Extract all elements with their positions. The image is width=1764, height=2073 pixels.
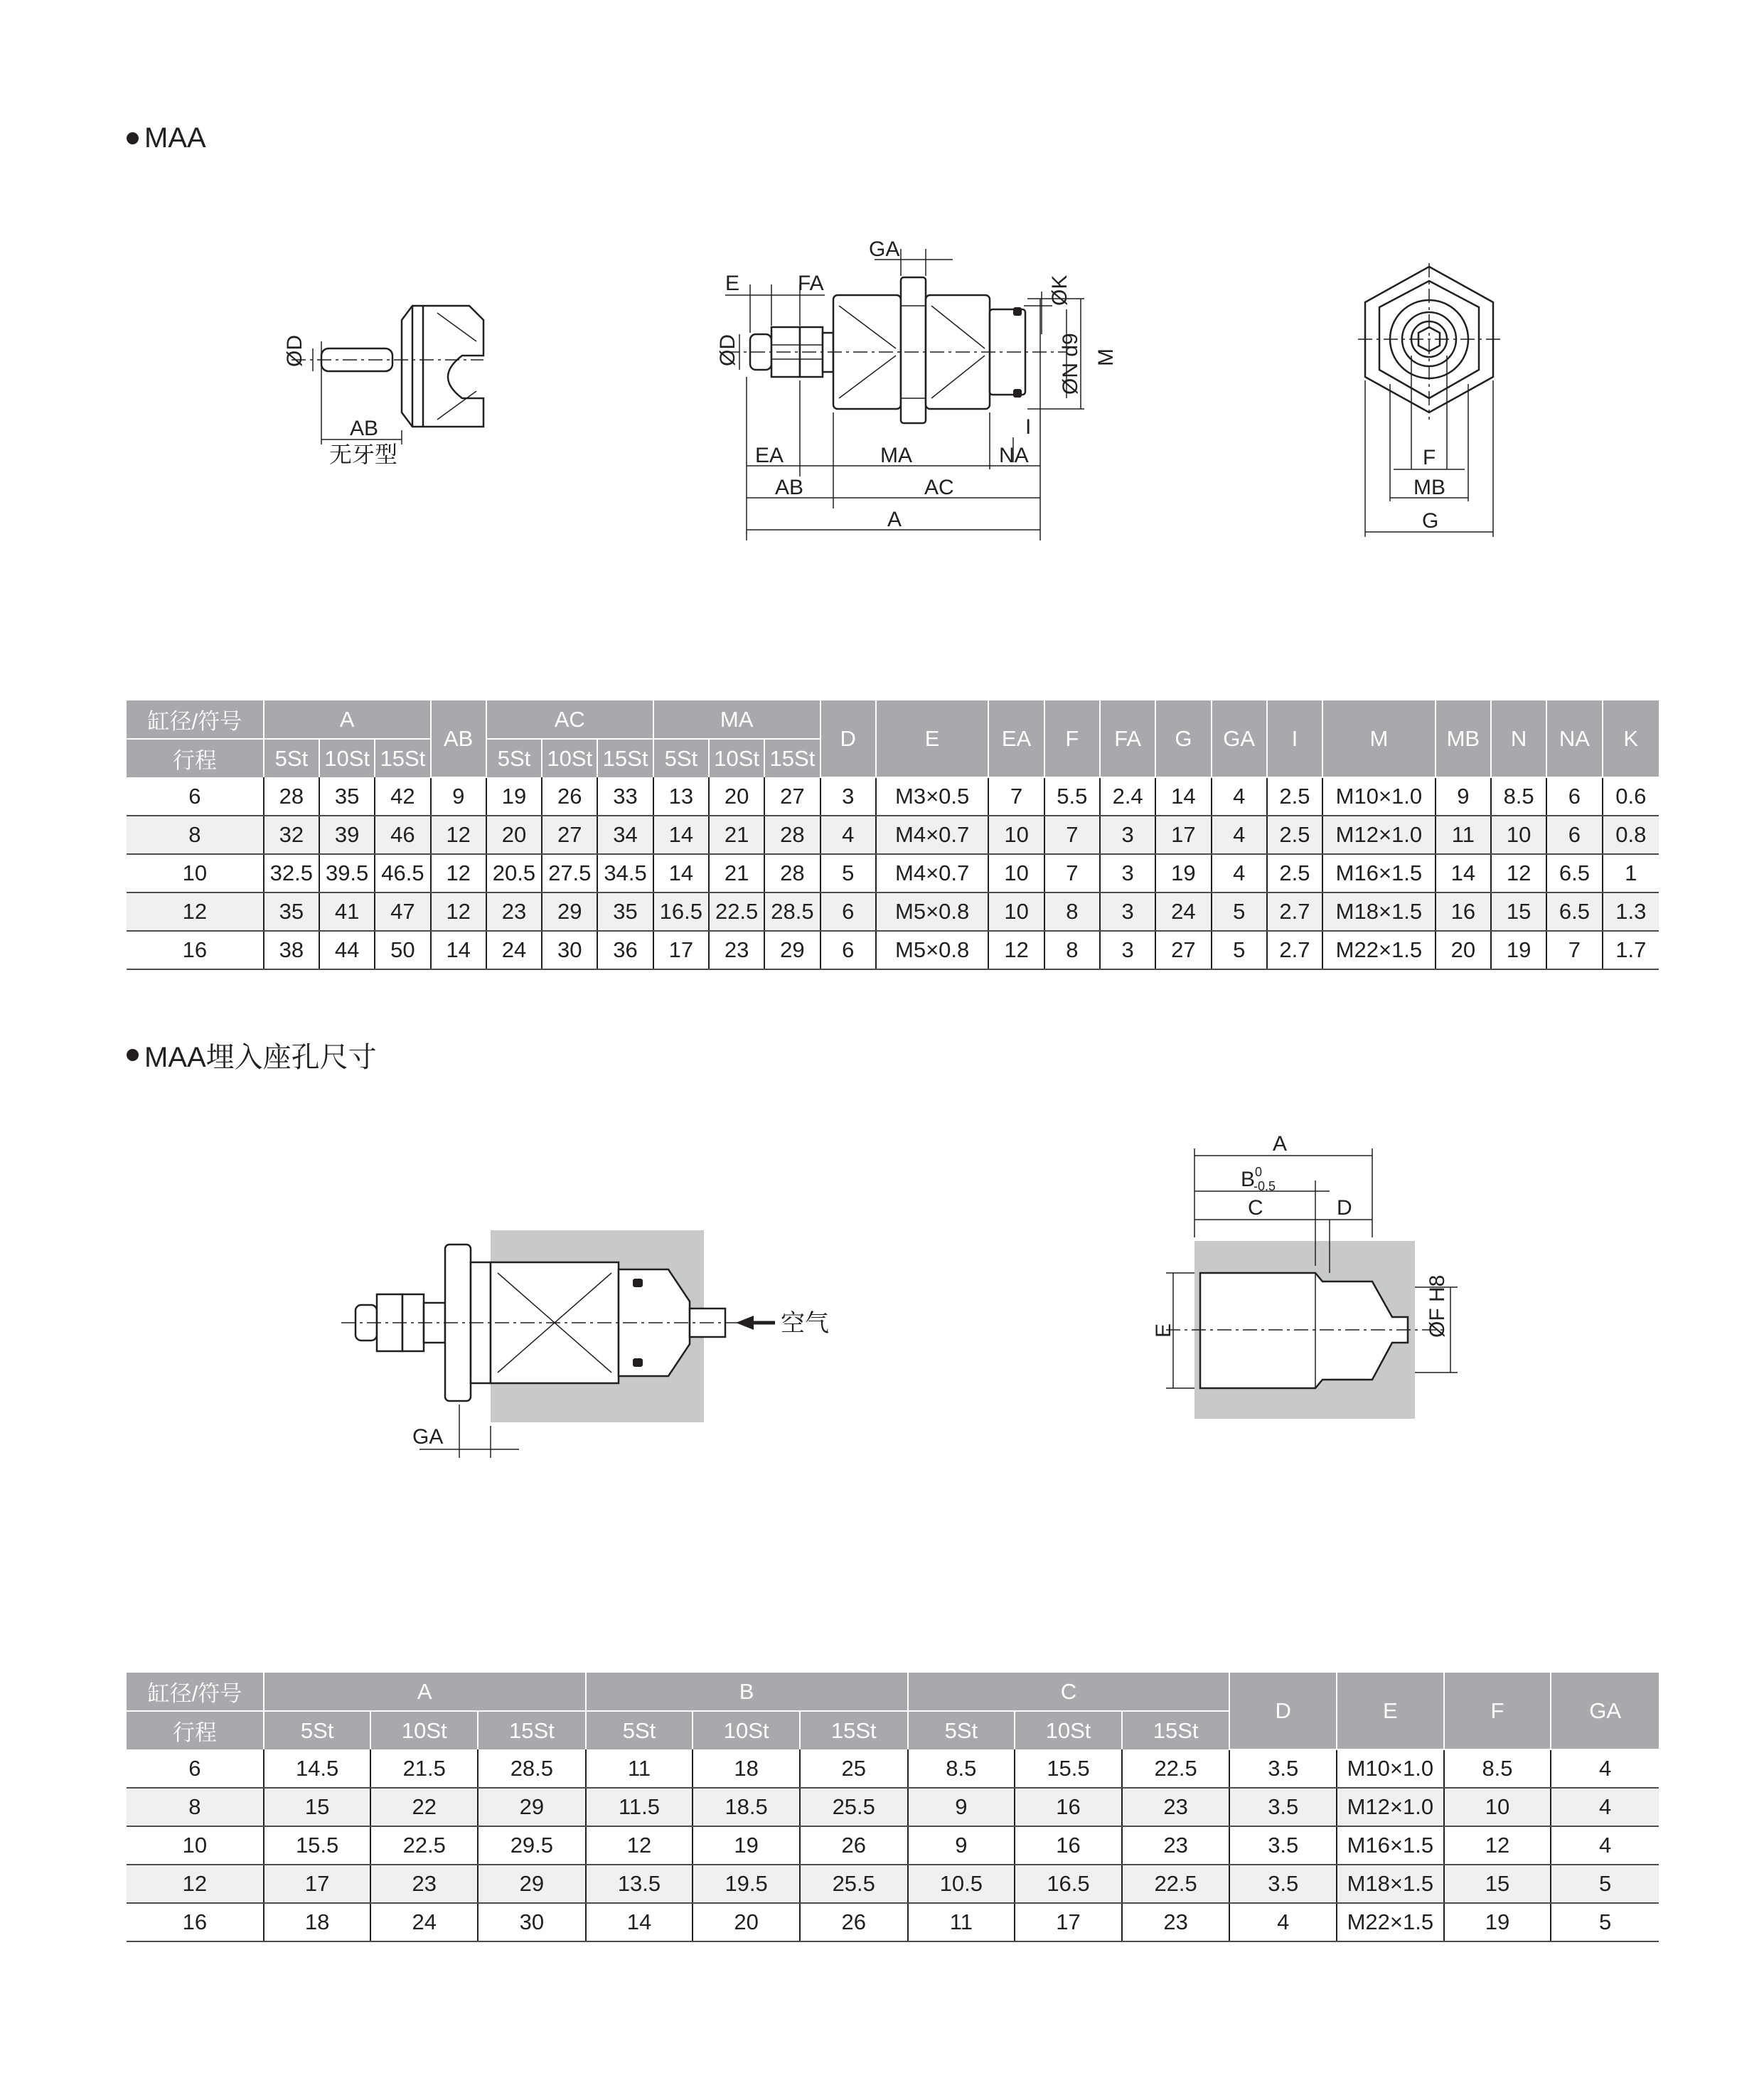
table-cell: 46.5: [375, 854, 430, 892]
table-cell: 2.5: [1267, 854, 1322, 892]
dim-label-fa: FA: [798, 272, 824, 295]
table-cell: 18: [693, 1749, 800, 1788]
header-sub: 15St: [597, 739, 653, 777]
table-cell: 4: [1212, 816, 1267, 854]
table-cell: 4: [1212, 854, 1267, 892]
table-cell: M10×1.0: [1322, 777, 1436, 816]
table-cell: M16×1.5: [1337, 1826, 1444, 1865]
dim-label-ab: AB: [775, 476, 804, 499]
table-cell: 28.5: [764, 892, 820, 931]
table-cell: 28: [764, 854, 820, 892]
drawing-end-view: [1337, 263, 1522, 548]
table-cell: 4: [1212, 777, 1267, 816]
table-cell: 10: [127, 854, 264, 892]
table-row: [127, 816, 1659, 854]
table-cell: 20: [693, 1903, 800, 1941]
drawing-port-section: [1138, 1131, 1479, 1429]
dim-label-b: [1241, 1165, 1276, 1193]
dim-label-a: A: [1273, 1132, 1288, 1156]
dim-label-c: C: [1248, 1196, 1263, 1220]
dim-label-d: ØD: [283, 335, 306, 367]
header-sub: 15St: [478, 1711, 586, 1749]
table-row: [127, 1788, 1659, 1826]
table-cell: 0.6: [1603, 777, 1659, 816]
drawing-no-thread-type: [270, 284, 498, 484]
table-cell: M22×1.5: [1322, 931, 1436, 969]
table-cell: M18×1.5: [1322, 892, 1436, 931]
table-cell: 14: [1155, 777, 1211, 816]
header-sub: 5St: [264, 739, 319, 777]
table-row: [127, 1865, 1659, 1903]
table-cell: 3: [1100, 854, 1155, 892]
table-cell: M4×0.7: [876, 816, 989, 854]
table-cell: 3.5: [1229, 1826, 1337, 1865]
table1-body: [127, 777, 1659, 969]
table2-body: [127, 1749, 1659, 1941]
table-cell: 50: [375, 931, 430, 969]
table-cell: 4: [1229, 1903, 1337, 1941]
table-cell: 3: [1100, 931, 1155, 969]
table-cell: 2.5: [1267, 816, 1322, 854]
dim-label-e: E: [725, 272, 740, 295]
header-sub: 10St: [709, 739, 764, 777]
table-cell: 14: [1436, 854, 1491, 892]
header-a: A: [264, 700, 431, 739]
table-cell: 8: [1044, 931, 1100, 969]
table-cell: 1.3: [1603, 892, 1659, 931]
table-cell: 44: [319, 931, 375, 969]
header-e: E: [876, 700, 989, 777]
table-cell: 10: [1491, 816, 1546, 854]
table-cell: 17: [264, 1865, 371, 1903]
table-cell: 30: [478, 1903, 586, 1941]
table-cell: 5: [1551, 1903, 1659, 1941]
table-cell: 33: [597, 777, 653, 816]
header-sub: 10St: [319, 739, 375, 777]
table-cell: 15: [1444, 1865, 1551, 1903]
table-cell: 4: [820, 816, 876, 854]
table-cell: 2.7: [1267, 892, 1322, 931]
header-d: D: [1229, 1673, 1337, 1749]
table-cell: 12: [1444, 1826, 1551, 1865]
table-cell: 25.5: [800, 1788, 908, 1826]
header-ma: MA: [653, 700, 820, 739]
table-cell: 27.5: [542, 854, 597, 892]
table-cell: 6: [1546, 816, 1602, 854]
header-sub: 10St: [1015, 1711, 1122, 1749]
dim-label-d: D: [1337, 1196, 1352, 1220]
table-cell: 3.5: [1229, 1788, 1337, 1826]
table-cell: 21.5: [370, 1749, 478, 1788]
header-sub: 15St: [764, 739, 820, 777]
table-cell: 19: [1155, 854, 1211, 892]
bullet-icon: [127, 1049, 139, 1061]
table-cell: 15: [264, 1788, 371, 1826]
table-cell: 6.5: [1546, 854, 1602, 892]
header-stroke: 行程: [127, 1711, 264, 1749]
header-d: D: [820, 700, 876, 777]
table-cell: 8: [127, 816, 264, 854]
table-cell: 14: [653, 854, 709, 892]
table-row: [127, 1826, 1659, 1865]
table-row: [127, 854, 1659, 892]
table-cell: 12: [988, 931, 1044, 969]
table-cell: 3: [820, 777, 876, 816]
table-cell: 15: [1491, 892, 1546, 931]
table-cell: M5×0.8: [876, 892, 989, 931]
dim-label-d: ØD: [716, 334, 739, 366]
table-cell: 20: [1436, 931, 1491, 969]
dim-label-na: NA: [999, 444, 1029, 467]
header-i: I: [1267, 700, 1322, 777]
header-na: NA: [1546, 700, 1602, 777]
table-cell: 24: [370, 1903, 478, 1941]
table-cell: 10: [988, 892, 1044, 931]
table-cell: 11: [586, 1749, 693, 1788]
header-sub: 5St: [486, 739, 542, 777]
header-sub: 5St: [586, 1711, 693, 1749]
table-cell: 21: [709, 816, 764, 854]
header-sub: 5St: [908, 1711, 1015, 1749]
table-cell: 34.5: [597, 854, 653, 892]
header-ac: AC: [486, 700, 653, 739]
table-cell: M12×1.0: [1322, 816, 1436, 854]
table-cell: 36: [597, 931, 653, 969]
table-cell: 12: [127, 1865, 264, 1903]
table-cell: 29: [542, 892, 597, 931]
table-cell: 28.5: [478, 1749, 586, 1788]
header-ga: GA: [1551, 1673, 1659, 1749]
header-ab: AB: [431, 700, 486, 777]
dim-label-ma: MA: [880, 444, 912, 467]
table-cell: 6: [127, 777, 264, 816]
table-cell: 13: [653, 777, 709, 816]
dim-label-ab: AB: [350, 417, 379, 440]
header-mb: MB: [1436, 700, 1491, 777]
dim-label-ac: AC: [924, 476, 954, 499]
dim-label-mb: MB: [1413, 476, 1445, 499]
section-title-maa: [127, 122, 206, 154]
table-cell: 23: [486, 892, 542, 931]
header-bore-symbol: 缸径/符号: [127, 700, 264, 739]
table-cell: 10: [127, 1826, 264, 1865]
table-cell: M22×1.5: [1337, 1903, 1444, 1941]
section-title-text: MAA: [144, 122, 206, 154]
table-cell: 5: [1212, 931, 1267, 969]
table-cell: 25.5: [800, 1865, 908, 1903]
dim-label-f: F: [1423, 446, 1436, 469]
table-cell: 5: [1551, 1865, 1659, 1903]
dim-label-ga: GA: [869, 238, 900, 261]
table-cell: 12: [431, 854, 486, 892]
table-cell: 9: [908, 1826, 1015, 1865]
table-cell: 3: [1100, 892, 1155, 931]
table-cell: 8: [127, 1788, 264, 1826]
table-cell: 23: [709, 931, 764, 969]
table-cell: 24: [1155, 892, 1211, 931]
table-cell: 38: [264, 931, 319, 969]
table-cell: 20: [486, 816, 542, 854]
table-cell: 19.5: [693, 1865, 800, 1903]
table-cell: 10: [1444, 1788, 1551, 1826]
table-cell: 17: [1155, 816, 1211, 854]
table-cell: 22.5: [1122, 1865, 1230, 1903]
table-cell: 26: [800, 1903, 908, 1941]
table-cell: 8.5: [1491, 777, 1546, 816]
note-no-thread: 无牙型: [329, 442, 398, 467]
header-bore-symbol: 缸径/符号: [127, 1673, 264, 1711]
table-cell: 10: [988, 816, 1044, 854]
table-cell: 7: [1044, 816, 1100, 854]
table-cell: 32: [264, 816, 319, 854]
dim-label-b-main: B: [1241, 1168, 1256, 1191]
table-cell: 4: [1551, 1788, 1659, 1826]
table-cell: 5: [820, 854, 876, 892]
table-cell: 2.7: [1267, 931, 1322, 969]
table-cell: 0.8: [1603, 816, 1659, 854]
table-cell: 17: [653, 931, 709, 969]
header-a: A: [264, 1673, 586, 1711]
header-k: K: [1603, 700, 1659, 777]
table-cell: 2.4: [1100, 777, 1155, 816]
table-cell: 6: [127, 1749, 264, 1788]
table-cell: 12: [1491, 854, 1546, 892]
table-cell: 30: [542, 931, 597, 969]
table-cell: 32.5: [264, 854, 319, 892]
dim-label-a: A: [887, 508, 902, 531]
table-cell: 19: [1491, 931, 1546, 969]
bullet-icon: [127, 132, 139, 144]
table-cell: 3: [1100, 816, 1155, 854]
table-cell: 23: [1122, 1903, 1230, 1941]
table-cell: 28: [764, 816, 820, 854]
table-cell: 27: [542, 816, 597, 854]
header-sub: 10St: [542, 739, 597, 777]
table-cell: 1.7: [1603, 931, 1659, 969]
header-n: N: [1491, 700, 1546, 777]
table-cell: 11: [1436, 816, 1491, 854]
table-cell: 6: [820, 892, 876, 931]
table-cell: 22.5: [370, 1826, 478, 1865]
table-cell: 16: [1015, 1826, 1122, 1865]
embed-hole-table: [127, 1673, 1659, 1942]
table-cell: 27: [1155, 931, 1211, 969]
header-fa: FA: [1100, 700, 1155, 777]
table-cell: 6.5: [1546, 892, 1602, 931]
table-row: [127, 892, 1659, 931]
table-cell: M12×1.0: [1337, 1788, 1444, 1826]
table-cell: 14: [431, 931, 486, 969]
dim-label-b-sub: -0.5: [1253, 1179, 1276, 1193]
header-sub: 15St: [375, 739, 430, 777]
maa-dimension-table: [127, 700, 1659, 970]
table-cell: 13.5: [586, 1865, 693, 1903]
drawing-main-assembly: [697, 228, 1166, 548]
table-cell: 4: [1551, 1749, 1659, 1788]
header-m: M: [1322, 700, 1436, 777]
table-cell: 26: [800, 1826, 908, 1865]
dim-label-ea: EA: [755, 444, 784, 467]
table-cell: 17: [1015, 1903, 1122, 1941]
table-cell: 41: [319, 892, 375, 931]
table-cell: 18.5: [693, 1788, 800, 1826]
table-cell: 6: [1546, 777, 1602, 816]
table-cell: 12: [431, 892, 486, 931]
header-c: C: [908, 1673, 1230, 1711]
header-sub: 15St: [800, 1711, 908, 1749]
table-cell: 28: [264, 777, 319, 816]
header-f: F: [1044, 700, 1100, 777]
table-cell: 11.5: [586, 1788, 693, 1826]
table-cell: 4: [1551, 1826, 1659, 1865]
table-cell: 24: [486, 931, 542, 969]
table-cell: 11: [908, 1903, 1015, 1941]
table-cell: 21: [709, 854, 764, 892]
table-cell: 7: [1546, 931, 1602, 969]
table-cell: 22.5: [709, 892, 764, 931]
table-cell: 3.5: [1229, 1865, 1337, 1903]
header-g: G: [1155, 700, 1211, 777]
table-cell: 35: [264, 892, 319, 931]
table-cell: M16×1.5: [1322, 854, 1436, 892]
table-cell: 14: [653, 816, 709, 854]
table-cell: 10: [988, 854, 1044, 892]
table-cell: 16: [1015, 1788, 1122, 1826]
table-cell: 12: [127, 892, 264, 931]
table-cell: 1: [1603, 854, 1659, 892]
table-cell: 42: [375, 777, 430, 816]
table-cell: 7: [988, 777, 1044, 816]
table-row: [127, 1749, 1659, 1788]
table-cell: 12: [431, 816, 486, 854]
header-sub: 10St: [693, 1711, 800, 1749]
table-cell: 9: [908, 1788, 1015, 1826]
dim-label-g: G: [1422, 509, 1439, 533]
table-cell: 27: [764, 777, 820, 816]
table-cell: 5.5: [1044, 777, 1100, 816]
header-sub: 15St: [1122, 1711, 1230, 1749]
table-cell: 23: [1122, 1826, 1230, 1865]
dim-label-n: ØN d9: [1059, 333, 1082, 395]
table-cell: 26: [542, 777, 597, 816]
table-cell: 20: [709, 777, 764, 816]
table-cell: 19: [486, 777, 542, 816]
table-cell: 47: [375, 892, 430, 931]
table-cell: 39: [319, 816, 375, 854]
table-cell: 20.5: [486, 854, 542, 892]
table-cell: 34: [597, 816, 653, 854]
section-title-text: MAA埋入座孔尺寸: [144, 1042, 377, 1073]
table-cell: 39.5: [319, 854, 375, 892]
table-cell: 19: [693, 1826, 800, 1865]
dim-label-b-sup: 0: [1255, 1165, 1263, 1179]
table-cell: 2.5: [1267, 777, 1322, 816]
table-cell: 22.5: [1122, 1749, 1230, 1788]
dim-label-e: E: [1152, 1323, 1175, 1338]
table-cell: 5: [1212, 892, 1267, 931]
header-f: F: [1444, 1673, 1551, 1749]
dim-label-f: ØF H8: [1426, 1274, 1449, 1338]
table-cell: 16: [1436, 892, 1491, 931]
dim-label-m: M: [1094, 348, 1118, 366]
table-cell: M10×1.0: [1337, 1749, 1444, 1788]
table-cell: 3.5: [1229, 1749, 1337, 1788]
label-air: 空气: [781, 1310, 829, 1337]
table-cell: M4×0.7: [876, 854, 989, 892]
table-cell: 16.5: [653, 892, 709, 931]
header-ga: GA: [1212, 700, 1267, 777]
table-cell: 8.5: [1444, 1749, 1551, 1788]
table-cell: 46: [375, 816, 430, 854]
table-cell: 29: [764, 931, 820, 969]
table-cell: 35: [319, 777, 375, 816]
section-title-embed: [127, 1035, 377, 1075]
table-cell: 29: [478, 1788, 586, 1826]
table-cell: 35: [597, 892, 653, 931]
header-ea: EA: [988, 700, 1044, 777]
drawing-installed-assembly: [341, 1223, 853, 1465]
header-e: E: [1337, 1673, 1444, 1749]
table-cell: 14: [586, 1903, 693, 1941]
header-b: B: [586, 1673, 908, 1711]
header-stroke: 行程: [127, 739, 264, 777]
table-cell: 19: [1444, 1903, 1551, 1941]
table-cell: 23: [1122, 1788, 1230, 1826]
header-sub: 10St: [370, 1711, 478, 1749]
table-cell: 16: [127, 931, 264, 969]
table-cell: 29: [478, 1865, 586, 1903]
table-cell: M3×0.5: [876, 777, 989, 816]
dim-label-ga: GA: [412, 1425, 444, 1449]
table-cell: 12: [586, 1826, 693, 1865]
table-row: [127, 777, 1659, 816]
table-cell: 10.5: [908, 1865, 1015, 1903]
table-cell: 16: [127, 1903, 264, 1941]
header-sub: 5St: [264, 1711, 371, 1749]
table-cell: 6: [820, 931, 876, 969]
table-cell: 18: [264, 1903, 371, 1941]
table-row: [127, 931, 1659, 969]
table-cell: 8.5: [908, 1749, 1015, 1788]
table-cell: 8: [1044, 892, 1100, 931]
table-cell: 7: [1044, 854, 1100, 892]
dim-label-k: ØK: [1048, 275, 1071, 306]
dim-label-i: I: [1025, 415, 1032, 439]
table-cell: 9: [431, 777, 486, 816]
header-sub: 5St: [653, 739, 709, 777]
table-cell: M5×0.8: [876, 931, 989, 969]
table-cell: 9: [1436, 777, 1491, 816]
table-cell: 14.5: [264, 1749, 371, 1788]
table-cell: 22: [370, 1788, 478, 1826]
table-cell: 16.5: [1015, 1865, 1122, 1903]
table-cell: 23: [370, 1865, 478, 1903]
table-cell: 25: [800, 1749, 908, 1788]
table-cell: 15.5: [1015, 1749, 1122, 1788]
table-cell: 15.5: [264, 1826, 371, 1865]
table-cell: 29.5: [478, 1826, 586, 1865]
table-cell: M18×1.5: [1337, 1865, 1444, 1903]
table-row: [127, 1903, 1659, 1941]
